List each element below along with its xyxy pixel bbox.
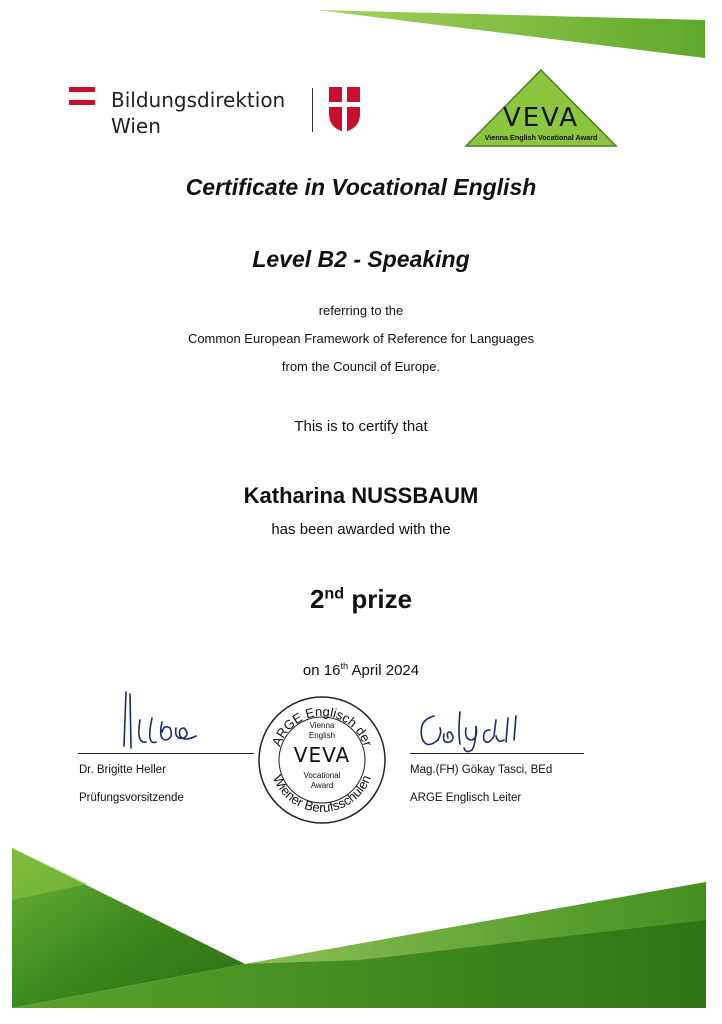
- seal-line-vienna: Vienna: [309, 721, 335, 730]
- date-ordinal-suffix: th: [340, 661, 349, 671]
- award-date: [0, 662, 722, 679]
- signatory-right-name: Mag.(FH) Gökay Tasci, BEd: [410, 764, 553, 776]
- certificate-title: Certificate in Vocational English: [185, 174, 537, 200]
- bottom-green-decoration: [0, 840, 722, 1024]
- prize-word: prize: [351, 584, 413, 614]
- seal-ring-bottom: Wiener Berufsschulen: [270, 772, 374, 816]
- logo-divider: [312, 88, 313, 132]
- prize-line: [0, 584, 722, 615]
- prize-number: 2: [309, 584, 325, 614]
- veva-logo: [462, 66, 620, 150]
- signatory-left-role: Prüfungsvorsitzende: [79, 792, 184, 804]
- veva-logo-subtitle: Vienna English Vocational Award: [484, 133, 598, 142]
- seal-line-vocational: Vocational: [303, 771, 341, 780]
- certificate-level: Level B2 - Speaking: [252, 246, 470, 272]
- certify-text: This is to certify that: [294, 418, 428, 435]
- authority-city: Wien: [111, 114, 161, 138]
- reference-line-3: from the Council of Europe.: [281, 359, 441, 374]
- signature-heller: [100, 684, 230, 754]
- prize-ordinal-suffix: nd: [324, 584, 345, 603]
- authority-name: Bildungsdirektion: [111, 88, 286, 112]
- veva-logo-text: VEVA: [502, 103, 580, 133]
- seal-line-english: English: [308, 731, 336, 740]
- date-prefix: on 16: [302, 662, 341, 679]
- date-rest: April 2024: [351, 662, 420, 679]
- signature-tasci: [412, 704, 552, 756]
- austria-flag-icon: [69, 86, 97, 108]
- signature-line-left: [78, 753, 254, 754]
- signatory-left-name: Dr. Brigitte Heller: [79, 764, 166, 776]
- seal-line-award: Award: [310, 781, 334, 790]
- vienna-coat-of-arms-icon: [327, 84, 363, 134]
- reference-line-2: Common European Framework of Reference for Languages: [187, 331, 535, 346]
- awarded-text: has been awarded with the: [271, 521, 451, 538]
- signatory-right-role: ARGE Englisch Leiter: [410, 792, 522, 804]
- veva-seal: [254, 692, 390, 828]
- signature-line-right: [410, 753, 584, 754]
- recipient-name: Katharina NUSSBAUM: [243, 483, 479, 508]
- seal-ring-top: ARGE Englisch der: [268, 703, 376, 749]
- seal-logo-text: VEVA: [293, 743, 351, 767]
- reference-line-1: referring to the: [318, 303, 404, 318]
